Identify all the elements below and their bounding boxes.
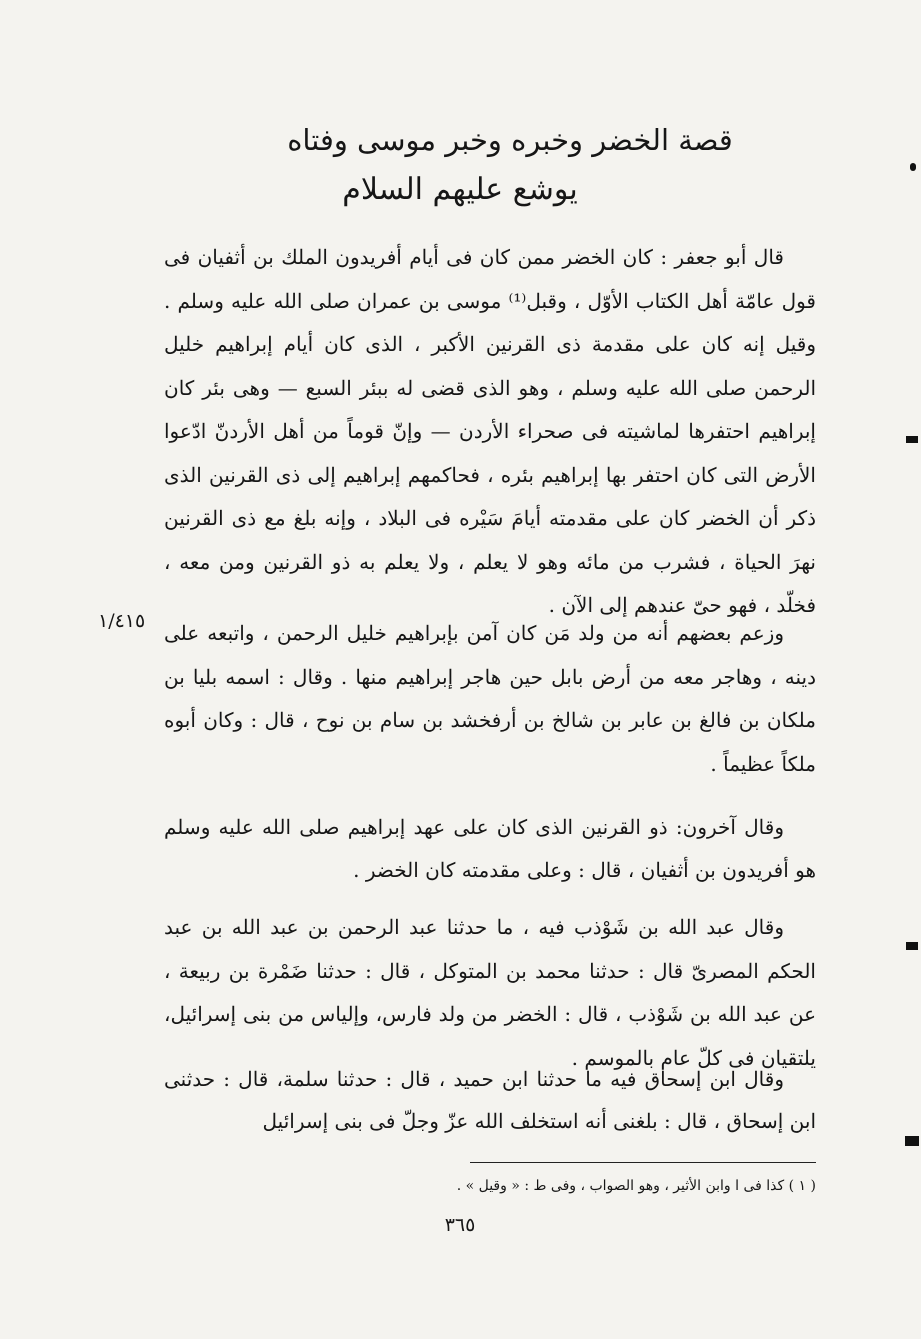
scan-edge-mark bbox=[910, 163, 916, 171]
scan-edge-mark bbox=[906, 942, 918, 950]
paragraph-3: وقال آخرون: ذو القرنين الذى كان على عهد إبراهيم صلى الله عليه وسلم هو أفريدون بن أثفيان ، قال : وعلى مقدمته كان الخضر . bbox=[164, 815, 816, 882]
chapter-subtitle: يوشع عليهم السلام bbox=[342, 172, 578, 207]
paragraph-4: وقال عبد الله بن شَوْذب فيه ، ما حدثنا عبد الرحمن بن عبد الله بن عبد الحكم المصرىّ قال : حدثنا محمد بن المتوكل ، قال : حدثنا ضَمْرة بن ربيعة ، عن عبد الله بن شَوْذب ، قال : الخضر من ولد فارس، وإلياس من بنى إسرائيل، يلتقيان فى كلّ عام بالموسم . bbox=[164, 915, 816, 1070]
margin-reference: ١/٤١٥ bbox=[98, 610, 146, 632]
paragraph-1: قال أبو جعفر : كان الخضر ممن كان فى أيام أفريدون الملك بن أثفيان فى قول عامّة أهل الكتاب الأوّل ، وقبل⁽¹⁾ موسى بن عمران صلى الله عليه وسلم . وقيل إنه كان على مقدمة ذى القرنين الأكبر ، الذى كان أيام إبراهيم خليل الرحمن صلى الله عليه وسلم ، وهو الذى قضى له ببئر السبع — وهى بئر كان إبراهيم احتفرها لماشيته فى صحراء الأردن — وإنّ قوماً من أهل الأردنّ ادّعوا الأرض التى كان احتفر بها إبراهيم بئره ، فحاكمهم إبراهيم إلى ذى القرنين الذى ذكر أن الخضر كان على مقدمته أيامَ سَيْره فى البلاد ، وإنه بلغ مع ذى القرنين نهرَ الحياة ، فشرب من مائه وهو لا يعلم ، ولا يعلم به ذو القرنين ومن معه ، فخلّد ، فهو حىّ عندهم إلى الآن . bbox=[164, 245, 816, 617]
paragraph-2: وزعم بعضهم أنه من ولد مَن كان آمن بإبراهيم خليل الرحمن ، واتبعه على دينه ، وهاجر معه من أرض بابل حين هاجر إبراهيم منها . وقال : اسمه بليا بن ملكان بن فالغ بن عابر بن شالخ بن أرفخشد بن سام بن نوح ، قال : وكان أبوه ملكاً عظيماً . bbox=[164, 621, 816, 776]
chapter-title: قصة الخضر وخبره وخبر موسى وفتاه bbox=[287, 123, 733, 157]
scan-edge-mark bbox=[905, 1136, 919, 1146]
scan-edge-mark bbox=[906, 436, 918, 443]
footnote: ( ١ ) كذا فى ا وابن الأثير ، وهو الصواب ، وفى ط : « وقيل » . bbox=[456, 1178, 816, 1194]
page-number: ٣٦٥ bbox=[444, 1214, 476, 1236]
footnote-divider bbox=[470, 1162, 816, 1163]
paragraph-5: وقال ابن إسحاق فيه ما حدثنا ابن حميد ، قال : حدثنا سلمة، قال : حدثنى ابن إسحاق ، قال : بلغنى أنه استخلف الله عزّ وجلّ فى بنى إسرائيل bbox=[164, 1067, 816, 1133]
